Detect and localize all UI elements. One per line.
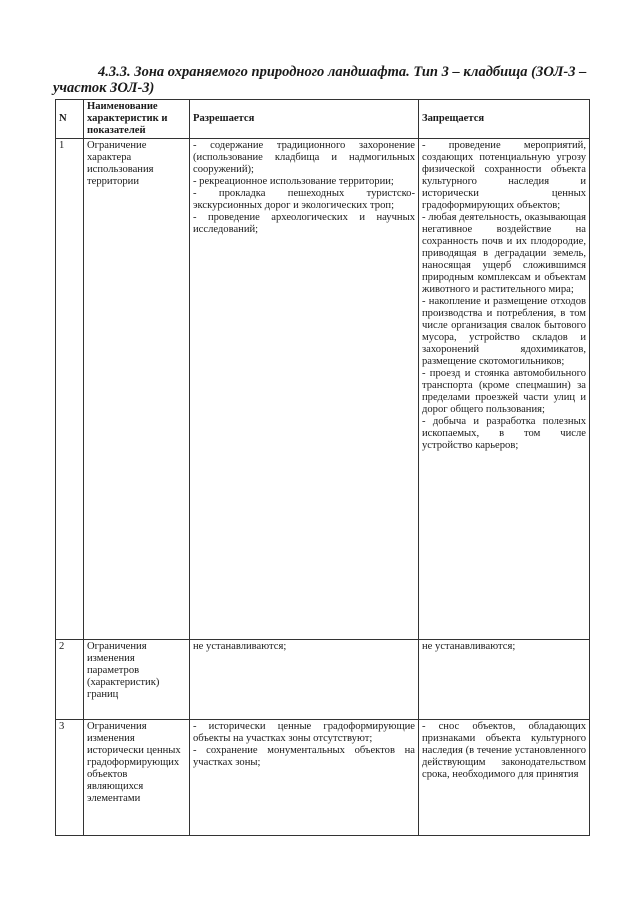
- header-allowed: Разрешается: [190, 100, 419, 139]
- table-header-row: [56, 100, 590, 139]
- prohibited-item: - добыча и разработка полезных ископаемых, в том числе устройство карьеров;: [422, 416, 586, 451]
- allowed-item: - содержание традиционного захоронение (использование кладбища и надмогильных сооружений);: [193, 140, 415, 175]
- prohibited-cell: [419, 139, 590, 640]
- prohibited-item: - накопление и размещение отходов производства и потребления, в том числе организация свалок бытового мусора, устройство складов и захоронений ядохимикатов, размещение скотомогильников;: [422, 296, 586, 367]
- row-number: 2: [56, 640, 84, 720]
- allowed-cell: [190, 720, 419, 836]
- allowed-item: - прокладка пешеходных туристско-экскурсионных дорог и экологических троп;: [193, 188, 415, 211]
- header-prohibited: Запрещается: [419, 100, 590, 139]
- row-number: 3: [56, 720, 84, 836]
- row-characteristic: Ограничения изменения исторически ценных градоформирующих объектов являющихся элементами: [84, 720, 190, 836]
- header-n: N: [56, 100, 84, 139]
- table-row: [56, 720, 590, 836]
- allowed-item: - проведение археологических и научных исследований;: [193, 212, 415, 235]
- allowed-cell: [190, 139, 419, 640]
- zone-restrictions-table: [55, 99, 590, 836]
- header-name: Наименование характеристик и показателей: [84, 100, 190, 139]
- section-heading: 4.3.3. Зона охраняемого природного ландшафта. Тип 3 – кладбища (ЗОЛ-3 – участок ЗОЛ-3): [53, 64, 587, 96]
- prohibited-cell: [419, 720, 590, 836]
- table-row: [56, 139, 590, 640]
- row-characteristic: Ограничения изменения параметров (характеристик) границ: [84, 640, 190, 720]
- allowed-item: - рекреационное использование территории;: [193, 176, 394, 187]
- row-number: 1: [56, 139, 84, 640]
- table-row: [56, 640, 590, 720]
- prohibited-item: не устанавливаются;: [422, 641, 516, 652]
- prohibited-item: - проведение мероприятий, создающих потенциальную угрозу физической сохранности объекта культурного наследия и исторически ценных градоформирующих объектов;: [422, 140, 586, 211]
- allowed-item: не устанавливаются;: [193, 641, 287, 652]
- prohibited-item: - проезд и стоянка автомобильного транспорта (кроме спецмашин) за пределами проезжей части улиц и дорог общего пользования;: [422, 368, 586, 415]
- allowed-item: - сохранение монументальных объектов на участках зоны;: [193, 745, 415, 768]
- prohibited-cell: [419, 640, 590, 720]
- row-characteristic: Ограничение характера использования территории: [84, 139, 190, 640]
- allowed-cell: [190, 640, 419, 720]
- allowed-item: - исторически ценные градоформирующие объекты на участках зоны отсутствуют;: [193, 721, 415, 744]
- prohibited-item: - любая деятельность, оказывающая негативное воздействие на сохранность почв и их плодородие, приводящая в деградации земель, наносящая ущерб сложившимся природным комплексам и объектам животного и растительного мира;: [422, 212, 586, 295]
- prohibited-item: - снос объектов, обладающих признаками объекта культурного наследия (в течение установленного действующим законодательством срока, необходимого для принятия: [422, 721, 586, 780]
